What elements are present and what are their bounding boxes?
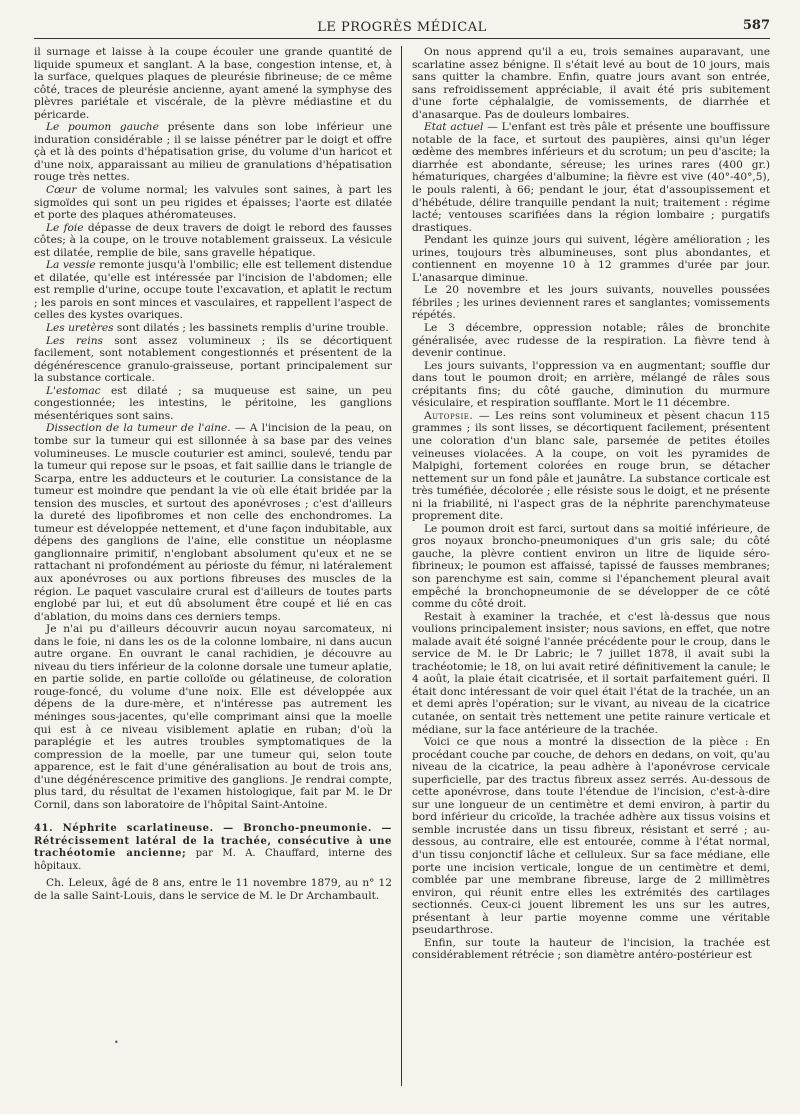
paragraph: il surnage et laisse à la coupe écouler une grande quantité de liquide spumeux et sanglant. A la base, congestion intense, et, à la surface, quelques plaques de pleurésie fibrineuse; de ce même côté, traces de pleurésie ancienne, ayant amené la symphyse des plèvres pariétale et viscérale, de la plèvre médiastine et du péricarde. [34, 46, 392, 121]
paragraph-lead: Les reins [46, 334, 103, 347]
left-column [34, 46, 392, 1086]
page-number: 587 [742, 18, 770, 33]
paragraph [34, 322, 392, 335]
print-mark: • [114, 1038, 119, 1047]
paragraph-lead: Cœur [46, 184, 77, 197]
paragraph [412, 121, 770, 234]
paragraph-lead: Autopsie. [424, 409, 474, 422]
column-divider [401, 46, 402, 1086]
paragraph: Pendant les quinze jours qui suivent, légère amélioration ; les urines, toujours très albumineuses, sont plus abondantes, et contiennent en moyenne 10 à 12 grammes d'urée par jour. L'anasarque diminue. [412, 234, 770, 284]
paragraph: Enfin, sur toute la hauteur de l'incision, la trachée est considérablement rétrécie ; son diamètre antéro-postérieur est [412, 936, 770, 962]
paragraph [34, 385, 392, 423]
journal-title: LE PROGRÈS MÉDICAL [317, 20, 487, 35]
paragraph-body: — Les reins sont volumineux et pèsent chacun 115 grammes ; ils sont lisses, se décortiquent facilement, présentent une coloration d'un blanc sale, parsemée de petites étoiles veineuses violacées. A la coupe, on voit les pyramides de Malpighi, fortement colorées en rouge brun, se détacher nettement sur un fond pâle et jaunâtre. La substance corticale est très tuméfiée, décolorée ; elle résiste sous le doigt, et ne présente ni la friabilité, ni l'aspect gras de la néphrite parenchymateuse proprement dite. [412, 409, 770, 523]
paragraph-lead: L'estomac [46, 384, 101, 397]
paragraph-lead: La vessie [46, 259, 96, 272]
paragraph [412, 410, 770, 523]
article-heading [34, 823, 392, 873]
paragraph [34, 121, 392, 184]
paragraph-body: sont assez volumineux ; ils se décortiquent facilement, sont notablement congestionnés et présentent de la dégénérescence granulo-graisseuse, portant principalement sur la substance corticale. [34, 334, 392, 385]
paragraph-lead: Dissection de la tumeur de l'aine. [46, 422, 231, 435]
paragraph-body: est dilaté ; sa muqueuse est saine, un peu congestionnée; les intestins, le péritoine, les ganglions mésentériques sont sains. [34, 384, 392, 422]
paragraph-lead: Le poumon gauche [46, 121, 159, 134]
paragraph-lead: Etat actuel [424, 121, 484, 134]
paragraph-body: remonte jusqu'à l'ombilic; elle est tellement distendue et dilatée, qu'elle est intéressée par l'incision de l'abdomen; elle est remplie d'urine, occupe toute l'excavation, et aplatit le rectum ; les parois en sont minces et vasculaires, et rappellent l'aspect de celles des kystes ovariques. [34, 259, 392, 322]
text-columns [34, 46, 770, 1086]
paragraph: Le 20 novembre et les jours suivants, nouvelles poussées fébriles ; les urines deviennent rares et sanglantes; vomissements répétés. [412, 284, 770, 322]
paragraph-lead: Les uretères [46, 322, 114, 335]
article-title: 41. Néphrite scarlatineuse. — Broncho-pneumonie. — Rétrécissement latéral de la trachée, consécutive à une trachéotomie ancienne; [34, 823, 392, 860]
paragraph: Le poumon droit est farci, surtout dans sa moitié inférieure, de gros noyaux broncho-pneumoniques d'un gris sale; du côté gauche, la plèvre contient environ un litre de liquide séro-fibrineux; le poumon est affaissé, tapissé de fausses membranes; son parenchyme est sain, comme si l'épanchement pleural avait empêché la bronchopneumonie de se développer de ce côté comme du côté droit. [412, 522, 770, 611]
paragraph-body: dépasse de deux travers de doigt le rebord des fausses côtes; à la coupe, on le trouve notablement graisseux. La vésicule est dilatée, remplie de bile, sans gravelle hépatique. [34, 221, 392, 259]
journal-page [34, 14, 770, 1100]
paragraph: Je n'ai pu d'ailleurs découvrir aucun noyau sarcomateux, ni dans le foie, ni dans les os de la colonne lombaire, ni dans aucun autre organe. En ouvrant le canal rachidien, je découvre au niveau du tiers inférieur de la colonne dorsale une tumeur aplatie, en partie solide, en partie colloïde ou gélatineuse, de coloration rouge-foncé, du volume d'une noix. Elle est développée aux dépens de la dure-mère, et n'intéresse pas autrement les méninges sous-jacentes, qu'elle comprimant ainsi que la moelle qui est à ce niveau visiblement aplatie en ruban; d'où la paraplégie et les autres troubles symptomatiques de la compression de la moelle, par une tumeur qui, selon toute apparence, est le fait d'une généralisation au bout de trois ans, d'une dégénérescence primitive des ganglions. Je rendrai compte, plus tard, du résultat de l'examen histologique, fait par M. le Dr Cornil, dans son laboratoire de l'hôpital Saint-Antoine. [34, 623, 392, 811]
paragraph: Voici ce que nous a montré la dissection de la pièce : En procédant couche par couche, de dehors en dedans, on voit, qu'au niveau de la cicatrice, la peau adhère à l'aponévrose cervicale superficielle, par des tractus fibreux assez serrés. Au-dessous de cette aponévrose, dans toute l'étendue de l'incision, c'est-à-dire sur une longueur de un centimètre et demi environ, à partir du bord inférieur du cricoïde, la trachée adhère aux tissus voisins et semble incrustée dans un tissu fibreux, résistant et serré ; au-dessous, au contraire, elle est entourée, comme à l'état normal, d'un tissu conjonctif lâche et celluleux. Sur sa face médiane, elle porte une incision verticale, longue de un centimètre et demi, comblée par une membrane fibreuse, large de 2 millimètres environ, qui réunit entre elles les extrémités des cartilages sectionnés. Ceux-ci jouent librement les uns sur les autres, présentant à leur partie moyenne comme une véritable pseudarthrose. [412, 736, 770, 937]
running-head [34, 14, 770, 39]
article-author: par M. A. Chauffard, interne des hôpitaux. [34, 848, 392, 872]
paragraph-lead: Le foie [46, 221, 84, 234]
paragraph [34, 184, 392, 222]
paragraph: Restait à examiner la trachée, et c'est là-dessus que nous voulions principalement insister; nous savions, en effet, que notre malade avait été soigné l'année précédente pour le croup, dans le service de M. le Dr Labric; le 7 juillet 1878, il avait subi la trachéotomie; le 18, on lui avait retiré définitivement la canule; le 4 août, la plaie était cicatrisée, et il sortait parfaitement guéri. Il était donc intéressant de voir quel était l'état de la trachée, un an et demi après l'opération; sur le vivant, au niveau de la cicatrice cutanée, on sentait très nettement une petite rainure verticale et médiane, sur la face antérieure de la trachée. [412, 610, 770, 736]
paragraph-body: — L'enfant est très pâle et présente une bouffissure notable de la face, et surtout des paupières, ainsi qu'un léger œdème des membres inférieurs et du scrotum; un peu d'ascite; la diarrhée est abondante, séreuse; les urines rares (400 gr.) hématuriques, chargées d'albumine; la fièvre est vive (40°-40°,5), le pouls ralenti, à 66; pendant le jour, état d'assoupissement et d'hébétude, délire tranquille pendant la nuit; traitement : régime lacté; ventouses scarifiées dans la région lombaire ; purgatifs drastiques. [412, 121, 770, 234]
paragraph [34, 422, 392, 623]
paragraph: Les jours suivants, l'oppression va en augmentant; souffle dur dans tout le poumon droit; en arrière, mélangé de râles sous crépitants fins; du côté gauche, diminution du murmure vésiculaire, et respiration soufflante. Mort le 11 décembre. [412, 359, 770, 410]
paragraph-body: présente dans son lobe inférieur une induration considérable ; il se laisse pénétrer par le doigt et offre çà et là des points d'hépatisation grise, du volume d'un haricot et d'une noix, apparaissant au milieu de granulations d'hépatisation rouge très nettes. [34, 121, 392, 184]
paragraph [34, 259, 392, 322]
paragraph-body: de volume normal; les valvules sont saines, à part les sigmoïdes qui sont un peu rigides et épaisses; l'aorte est dilatée et porte des plaques athéromateuses. [34, 184, 392, 222]
paragraph: Le 3 décembre, oppression notable; râles de bronchite généralisée, avec rudesse de la respiration. La fièvre tend à devenir continue. [412, 322, 770, 360]
paragraph-body: — A l'incision de la peau, on tombe sur la tumeur qui est sillonnée à sa base par des veines volumineuses. Le muscle couturier est aminci, soulevé, tendu par la tumeur qui repose sur le psoas, et fait saillie dans le triangle de Scarpa, entre les adducteurs et le couturier. La consistance de la tumeur est moindre que pendant la vie où elle était bridée par la tension des muscles, et surtout des aponévroses ; c'est d'ailleurs la dureté des lipofibromes et non celle des enchondromes. La tumeur est développée nettement, et d'une façon indubitable, aux dépens des ganglions de l'aine, elle constitue un néoplasme ganglionnaire primitif, n'englobant absolument qu'eux et ne se rattachant ni profondément au périoste du fémur, ni latéralement aux aponévroses ou aux portions fibreuses des muscles de la région. Le paquet vasculaire crural est d'ailleurs de toutes parts englobé par lui, et eut dû absolument être coupé et lié en cas d'ablation, du moins dans ces derniers temps. [34, 422, 392, 623]
right-column [412, 46, 770, 1086]
paragraph: Ch. Leleux, âgé de 8 ans, entre le 11 novembre 1879, au n° 12 de la salle Saint-Louis, dans le service de M. le Dr Archambault. [34, 877, 392, 902]
paragraph-body: sont dilatés ; les bassinets remplis d'urine trouble. [113, 322, 389, 335]
paragraph [34, 335, 392, 385]
paragraph [34, 222, 392, 260]
paragraph: On nous apprend qu'il a eu, trois semaines auparavant, une scarlatine assez bénigne. Il s'était levé au bout de 10 jours, mais sans quitter la chambre. Enfin, quatre jours avant son entrée, sans refroidissement appréciable, il avait été pris subitement d'une forte céphalalgie, de vomissements, de diarrhée et d'anasarque. Pas de douleurs lombaires. [412, 46, 770, 121]
